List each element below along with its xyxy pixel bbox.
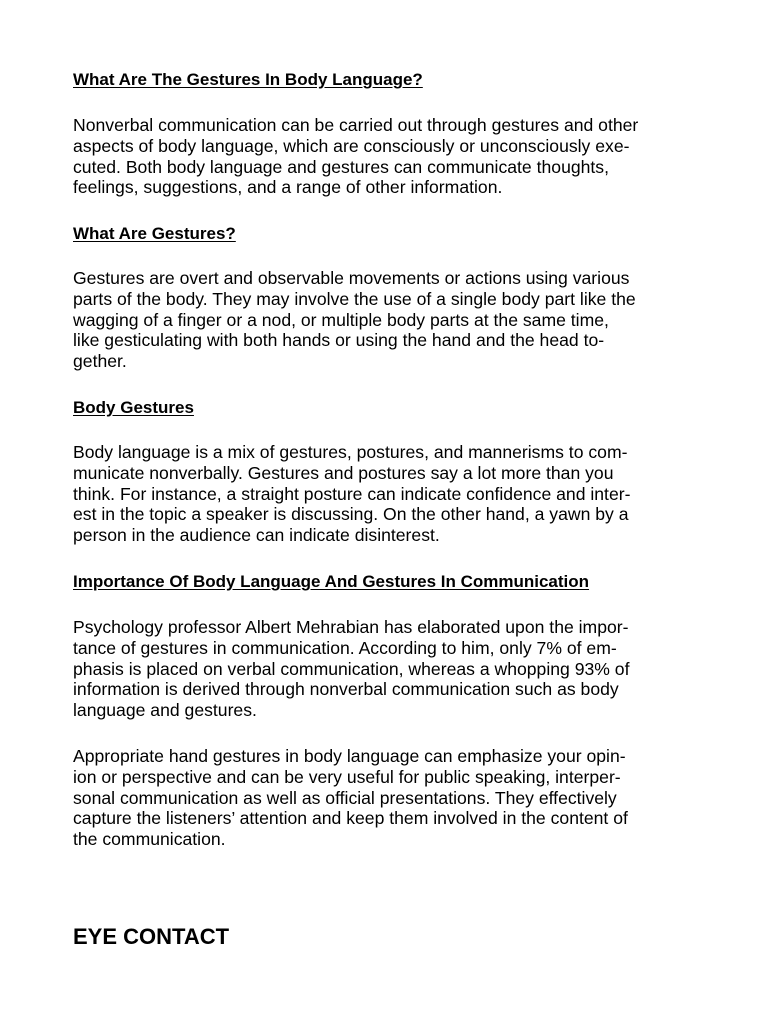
text-line: the communication. bbox=[73, 829, 226, 850]
text-line: phasis is placed on verbal communication, whereas a whopping 93% of bbox=[73, 658, 630, 679]
text-line: Body language is a mix of gestures, postures, and mannerisms to com- bbox=[73, 442, 628, 462]
text-line: parts of the body. They may involve the use of a single body part like the bbox=[73, 288, 636, 309]
text-line: municate nonverbally. Gestures and postures say a lot more than you bbox=[73, 462, 614, 483]
text-line: person in the audience can indicate disinterest. bbox=[73, 525, 440, 546]
text-line: think. For instance, a straight posture can indicate confidence and inter- bbox=[73, 483, 631, 504]
text-line: wagging of a finger or a nod, or multiple body parts at the same time, bbox=[73, 309, 609, 330]
text-line: capture the listeners’ attention and keep them involved in the content of bbox=[73, 808, 628, 829]
section-heading-what-are-gestures: What Are Gestures? bbox=[73, 224, 236, 243]
text-line: Appropriate hand gestures in body language can emphasize your opin- bbox=[73, 746, 626, 766]
text-line: cuted. Both body language and gestures can communicate thoughts, bbox=[73, 156, 609, 177]
section-heading-gestures-in-body-language: What Are The Gestures In Body Language? bbox=[73, 70, 423, 89]
section-heading-body-gestures: Body Gestures bbox=[73, 398, 194, 417]
text-line: Psychology professor Albert Mehrabian has elaborated upon the impor- bbox=[73, 617, 629, 637]
heading-eye-contact: EYE CONTACT bbox=[73, 924, 230, 949]
text-line: language and gestures. bbox=[73, 700, 257, 721]
text-line: information is derived through nonverbal communication such as body bbox=[73, 679, 619, 700]
paragraph-gestures-definition bbox=[73, 268, 636, 372]
text-line: ion or perspective and can be very useful for public speaking, interper- bbox=[73, 766, 621, 787]
text-line: like gesticulating with both hands or using the hand and the head to- bbox=[73, 330, 605, 351]
text-line: Gestures are overt and observable movements or actions using various bbox=[73, 268, 630, 288]
text-line: est in the topic a speaker is discussing. On the other hand, a yawn by a bbox=[73, 504, 629, 525]
text-line: feelings, suggestions, and a range of other information. bbox=[73, 177, 503, 198]
paragraph-hand-gestures bbox=[73, 746, 628, 850]
paragraph-body-language-mix bbox=[73, 442, 630, 546]
text-line: aspects of body language, which are consciously or unconsciously exe- bbox=[73, 135, 630, 156]
text-line: tance of gestures in communication. According to him, only 7% of em- bbox=[73, 637, 617, 658]
paragraph-nonverbal-communication bbox=[73, 115, 638, 198]
text-line: Nonverbal communication can be carried out through gestures and other bbox=[73, 115, 639, 135]
text-line: gether. bbox=[73, 351, 127, 372]
section-heading-importance: Importance Of Body Language And Gestures In Communication bbox=[73, 572, 590, 591]
paragraph-mehrabian bbox=[73, 617, 629, 721]
text-line: sonal communication as well as official presentations. They effectively bbox=[73, 787, 617, 808]
